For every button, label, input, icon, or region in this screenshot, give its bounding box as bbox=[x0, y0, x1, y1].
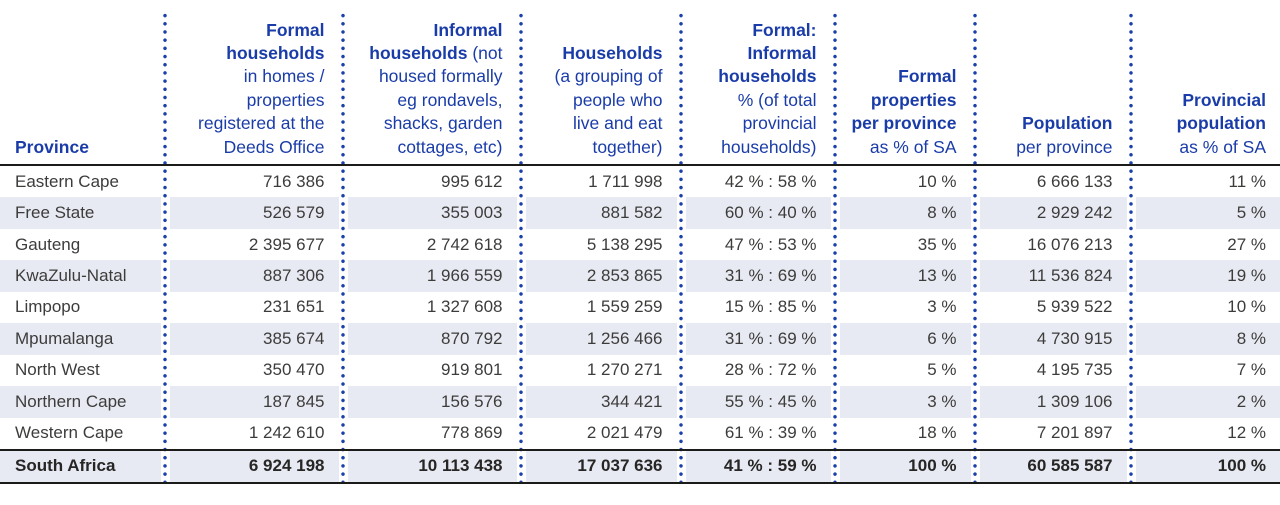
cell-population: 6 666 133 bbox=[1036, 171, 1113, 191]
cell-formal-informal-ratio: 31 % : 69 % bbox=[686, 260, 831, 291]
column-header-formal-households: Formal households in homes / properties registered at the Deeds Office bbox=[198, 19, 325, 157]
column-header-province: Province bbox=[15, 136, 89, 157]
cell-formal-properties-pct-sa: 8 % bbox=[840, 197, 971, 228]
cell-formal-informal-ratio: 28 % : 72 % bbox=[724, 360, 817, 380]
cell-formal-informal-ratio: 61 % : 39 % bbox=[724, 423, 817, 443]
table-row-mpumalanga bbox=[0, 323, 1280, 354]
table-row-kwazulu-natal bbox=[0, 260, 1280, 291]
cell-population: 16 076 213 bbox=[1027, 234, 1113, 254]
cell-informal-households: 870 792 bbox=[348, 323, 517, 354]
cell-formal-households: 887 306 bbox=[170, 260, 339, 291]
column-header-informal-households: Informal households (not housed formally eg rondavels, shacks, garden cottages, etc) bbox=[369, 19, 503, 157]
cell-households: 881 582 bbox=[526, 197, 677, 228]
column-header-formal-informal-ratio: Formal: Informal households % (of total provincial households) bbox=[718, 19, 817, 157]
column-header-households: Households (a grouping of people who live and eat together) bbox=[554, 42, 663, 157]
cell-formal-properties-pct-sa: 13 % bbox=[840, 260, 971, 291]
table-row-free-state bbox=[0, 197, 1280, 228]
cell-households: 1 270 271 bbox=[586, 360, 663, 380]
table-row-north-west bbox=[0, 355, 1280, 386]
cell-informal-households: 2 742 618 bbox=[426, 234, 503, 254]
cell-provincial-population-pct-sa: 19 % bbox=[1136, 260, 1280, 291]
cell-formal-informal-ratio: 47 % : 53 % bbox=[724, 234, 817, 254]
cell-formal-households: 2 395 677 bbox=[248, 234, 325, 254]
total-informal-households: 10 113 438 bbox=[348, 451, 517, 482]
table-row-gauteng bbox=[0, 229, 1280, 260]
cell-formal-households: 187 845 bbox=[170, 386, 339, 417]
province-name: Gauteng bbox=[15, 234, 81, 254]
cell-formal-households: 716 386 bbox=[263, 171, 325, 191]
cell-formal-households: 385 674 bbox=[170, 323, 339, 354]
table-body bbox=[0, 166, 1280, 449]
cell-informal-households: 995 612 bbox=[441, 171, 503, 191]
cell-formal-properties-pct-sa: 6 % bbox=[840, 323, 971, 354]
total-row bbox=[0, 449, 1280, 484]
province-name: Western Cape bbox=[15, 423, 124, 443]
table-row-western-cape bbox=[0, 418, 1280, 449]
province-name: Mpumalanga bbox=[0, 323, 161, 354]
cell-households: 1 256 466 bbox=[526, 323, 677, 354]
cell-formal-properties-pct-sa: 18 % bbox=[917, 423, 957, 443]
table-row-limpopo bbox=[0, 292, 1280, 323]
cell-informal-households: 778 869 bbox=[441, 423, 503, 443]
province-name: North West bbox=[15, 360, 100, 380]
header-row bbox=[0, 0, 1280, 166]
cell-households: 344 421 bbox=[526, 386, 677, 417]
cell-formal-informal-ratio: 55 % : 45 % bbox=[686, 386, 831, 417]
cell-informal-households: 1 327 608 bbox=[426, 297, 503, 317]
cell-provincial-population-pct-sa: 12 % bbox=[1227, 423, 1266, 443]
cell-households: 5 138 295 bbox=[586, 234, 663, 254]
cell-households: 1 559 259 bbox=[586, 297, 663, 317]
column-header-formal-properties-pct-sa: Formal properties per province as % of SA bbox=[851, 66, 957, 157]
cell-formal-households: 231 651 bbox=[263, 297, 325, 317]
cell-provincial-population-pct-sa: 8 % bbox=[1136, 323, 1280, 354]
cell-formal-properties-pct-sa: 35 % bbox=[917, 234, 957, 254]
province-name: Eastern Cape bbox=[15, 171, 119, 191]
cell-formal-households: 350 470 bbox=[263, 360, 325, 380]
column-header-population: Population per province bbox=[1016, 113, 1113, 157]
cell-population: 2 929 242 bbox=[980, 197, 1127, 228]
cell-formal-properties-pct-sa: 10 % bbox=[917, 171, 957, 191]
cell-population: 5 939 522 bbox=[1036, 297, 1113, 317]
cell-formal-properties-pct-sa: 5 % bbox=[927, 360, 957, 380]
province-name: KwaZulu-Natal bbox=[0, 260, 161, 291]
cell-formal-informal-ratio: 60 % : 40 % bbox=[686, 197, 831, 228]
cell-provincial-population-pct-sa: 11 % bbox=[1228, 171, 1266, 191]
total-formal-households: 6 924 198 bbox=[170, 451, 339, 482]
cell-households: 1 711 998 bbox=[588, 171, 663, 191]
cell-population: 7 201 897 bbox=[1036, 423, 1113, 443]
cell-formal-households: 526 579 bbox=[170, 197, 339, 228]
cell-formal-properties-pct-sa: 3 % bbox=[840, 386, 971, 417]
cell-provincial-population-pct-sa: 5 % bbox=[1136, 197, 1280, 228]
cell-formal-informal-ratio: 42 % : 58 % bbox=[724, 171, 817, 191]
cell-provincial-population-pct-sa: 27 % bbox=[1227, 234, 1266, 254]
cell-population: 1 309 106 bbox=[980, 386, 1127, 417]
cell-population: 4 195 735 bbox=[1036, 360, 1113, 380]
column-header-provincial-population-pct-sa: Provincial population as % of SA bbox=[1176, 89, 1266, 157]
cell-population: 11 536 824 bbox=[980, 260, 1127, 291]
cell-formal-informal-ratio: 31 % : 69 % bbox=[686, 323, 831, 354]
cell-informal-households: 1 966 559 bbox=[348, 260, 517, 291]
cell-provincial-population-pct-sa: 2 % bbox=[1136, 386, 1280, 417]
table-row-northern-cape bbox=[0, 386, 1280, 417]
cell-provincial-population-pct-sa: 7 % bbox=[1236, 360, 1266, 380]
cell-informal-households: 355 003 bbox=[348, 197, 517, 228]
total-formal-properties-pct-sa: 100 % bbox=[840, 451, 971, 482]
province-name: Limpopo bbox=[15, 297, 81, 317]
total-label: South Africa bbox=[0, 451, 161, 482]
cell-formal-households: 1 242 610 bbox=[248, 423, 325, 443]
table-row-eastern-cape bbox=[0, 166, 1280, 197]
cell-formal-informal-ratio: 15 % : 85 % bbox=[724, 297, 817, 317]
province-name: Free State bbox=[0, 197, 161, 228]
cell-households: 2 021 479 bbox=[586, 423, 663, 443]
cell-provincial-population-pct-sa: 10 % bbox=[1227, 297, 1266, 317]
province-name: Northern Cape bbox=[0, 386, 161, 417]
total-population: 60 585 587 bbox=[980, 451, 1127, 482]
cell-households: 2 853 865 bbox=[526, 260, 677, 291]
cell-informal-households: 919 801 bbox=[441, 360, 503, 380]
cell-informal-households: 156 576 bbox=[348, 386, 517, 417]
cell-population: 4 730 915 bbox=[980, 323, 1127, 354]
cell-formal-properties-pct-sa: 3 % bbox=[927, 297, 957, 317]
total-provincial-population-pct-sa: 100 % bbox=[1136, 451, 1280, 482]
total-households: 17 037 636 bbox=[526, 451, 677, 482]
total-formal-informal-ratio: 41 % : 59 % bbox=[686, 451, 831, 482]
